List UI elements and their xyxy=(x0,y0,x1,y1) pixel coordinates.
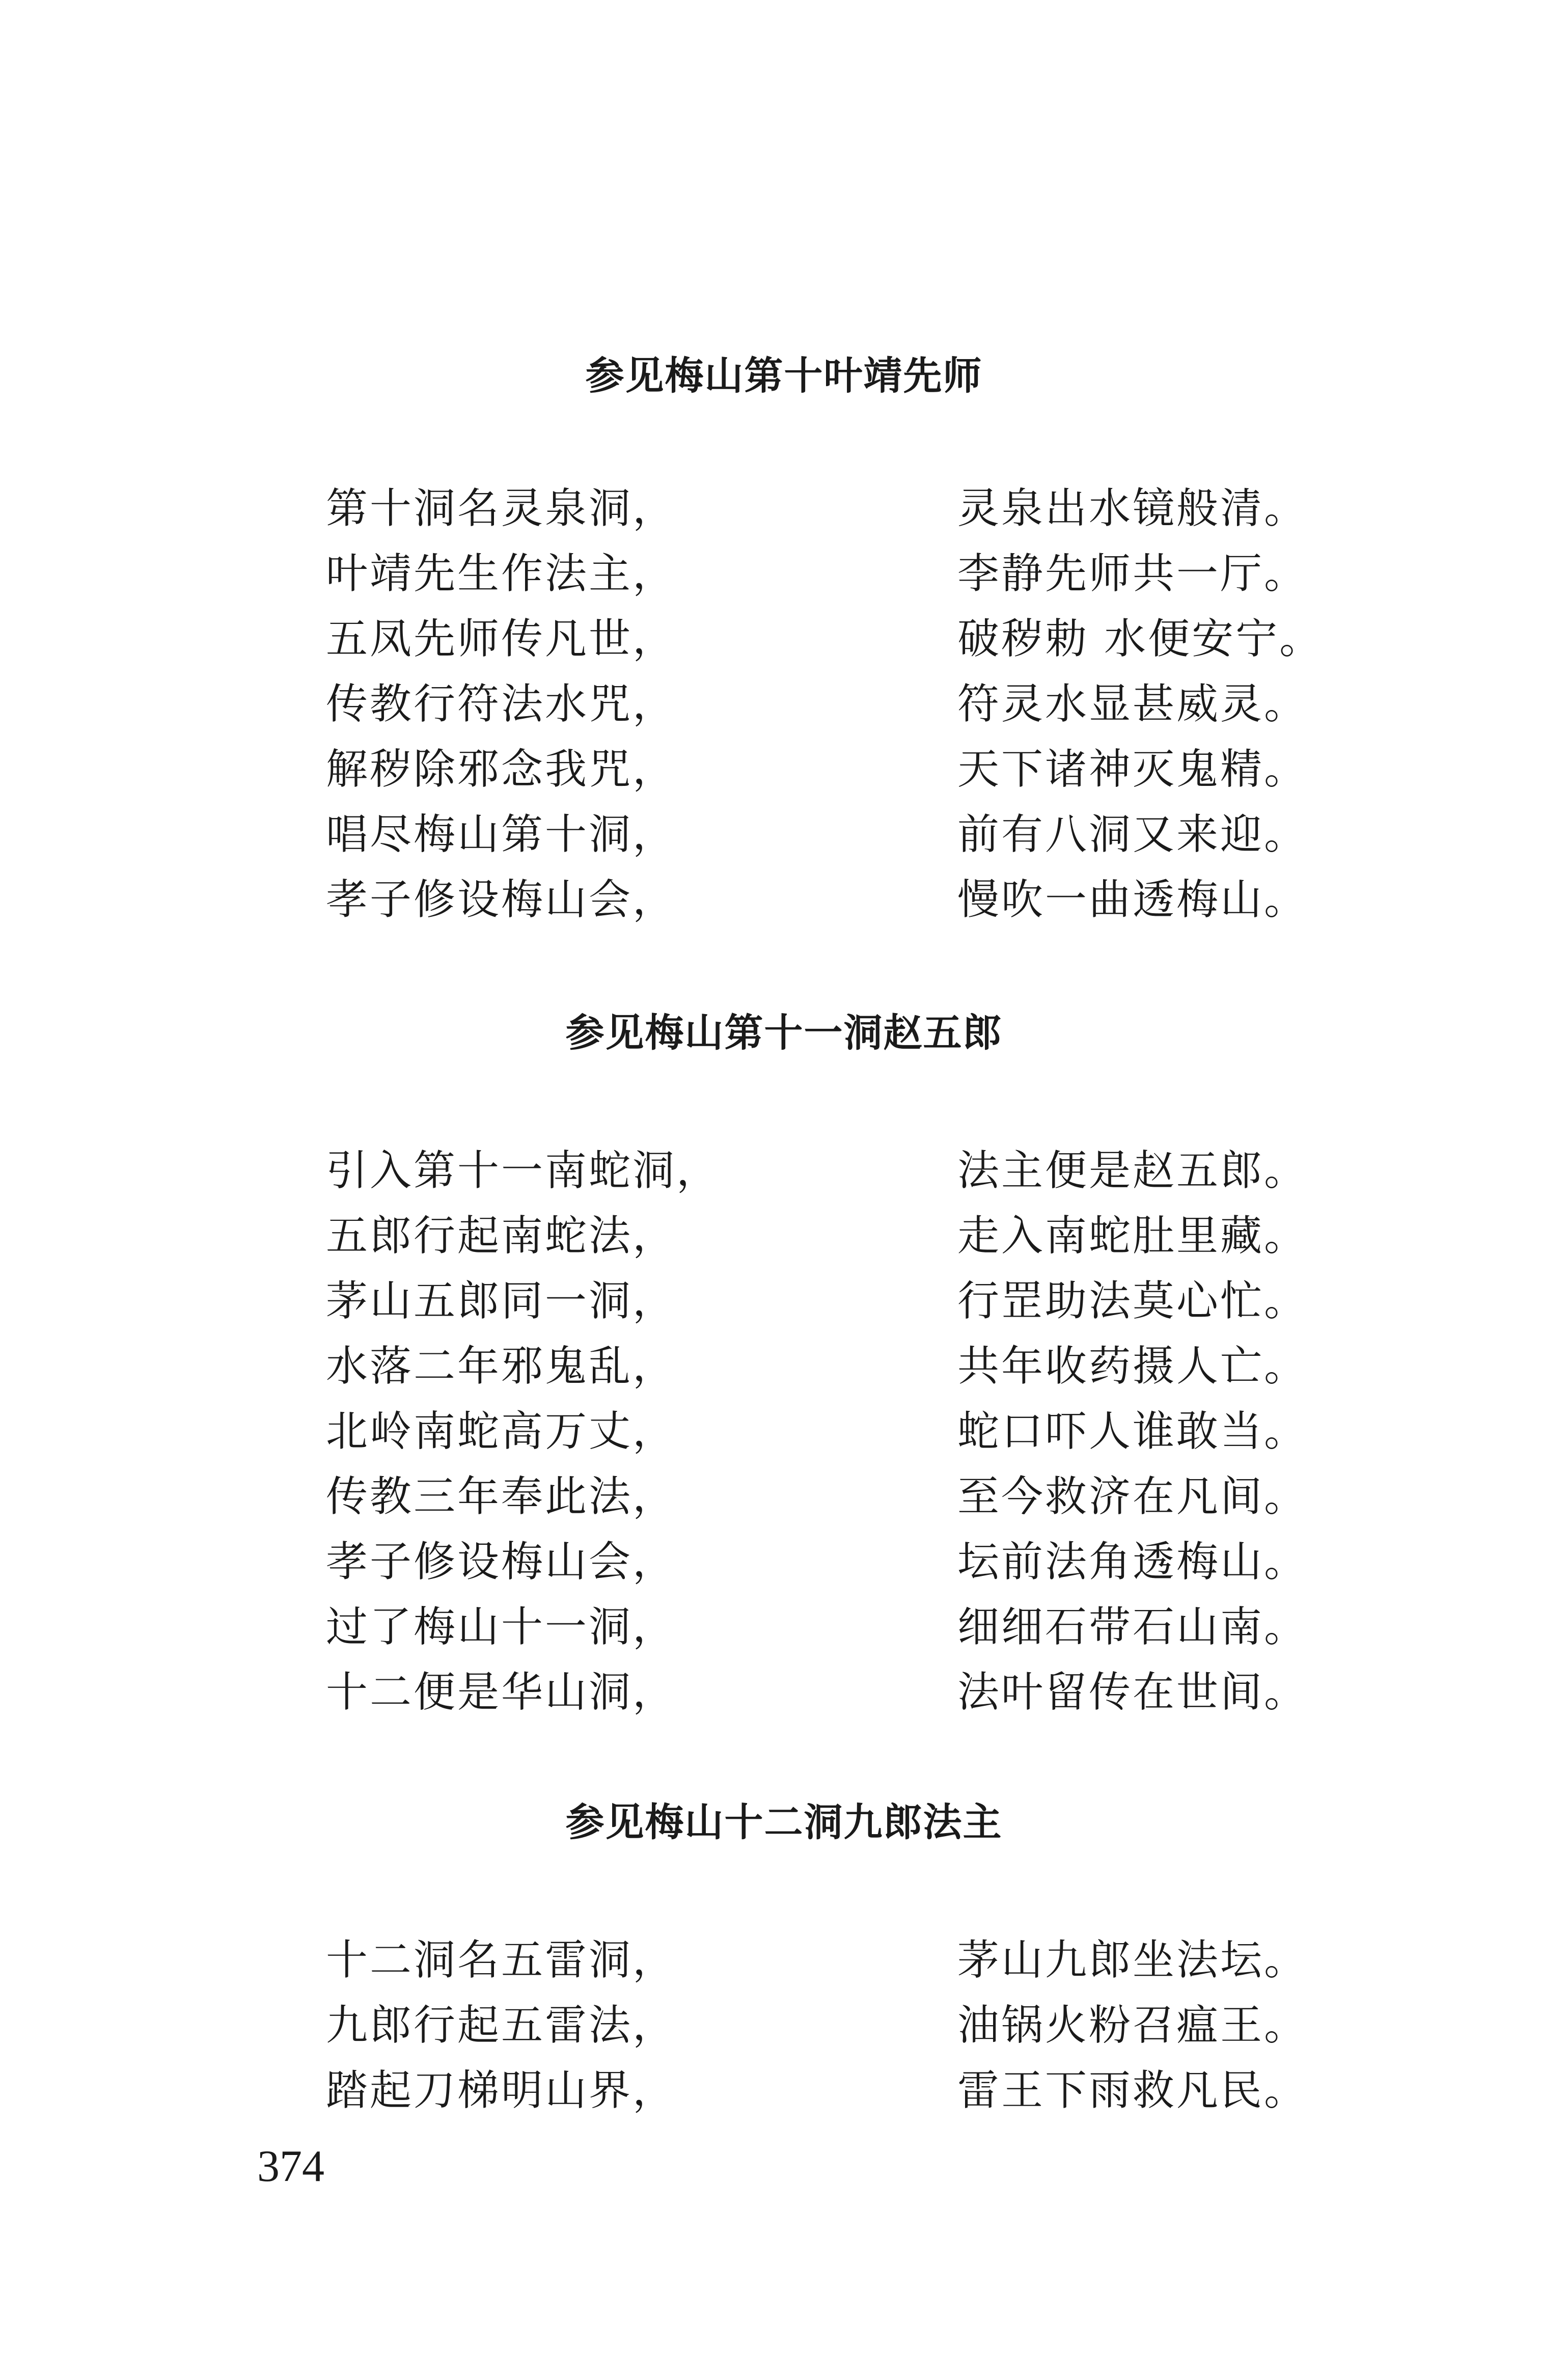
verse-right: 前有八洞又来迎。 xyxy=(957,810,1308,859)
verse-left: 踏起刀梯明山界， xyxy=(326,2066,677,2115)
verse-left: 十二便是华山洞， xyxy=(326,1668,677,1716)
verse-left: 孝子修设梅山会， xyxy=(326,876,677,924)
verse-left: 第十洞名灵泉洞， xyxy=(326,484,677,533)
verse-right: 行罡助法莫心忙。 xyxy=(957,1277,1308,1325)
verse-line xyxy=(326,1334,1308,1399)
verse-line xyxy=(326,1530,1308,1595)
verse-line xyxy=(326,867,1308,933)
verse-line xyxy=(326,1269,1308,1334)
verse-line xyxy=(326,541,1308,607)
verse-right: 坛前法角透梅山。 xyxy=(957,1538,1308,1586)
verse-left: 茅山五郎同一洞， xyxy=(326,1277,677,1325)
section-title-1: 参见梅山第十叶靖先师 xyxy=(585,353,983,398)
verse-right: 油锅火粉召瘟王。 xyxy=(957,2001,1308,2050)
verse-line xyxy=(326,672,1308,737)
verse-line xyxy=(326,607,1324,672)
verse-right: 至今救济在凡间。 xyxy=(957,1472,1308,1521)
verse-left: 五凤先师传凡世， xyxy=(326,615,677,663)
verse-line xyxy=(326,1928,1308,1993)
verse-right: 茅山九郎坐法坛。 xyxy=(957,1936,1308,1984)
section-title-3: 参见梅山十二洞九郎法主 xyxy=(565,1799,1003,1845)
verse-left: 传教行符法水咒， xyxy=(326,680,677,728)
verse-left: 传教三年奉此法， xyxy=(326,1472,677,1521)
verse-right: 灵泉出水镜般清。 xyxy=(957,484,1308,533)
verse-line xyxy=(326,2058,1308,2123)
verse-right: 符灵水显甚威灵。 xyxy=(957,680,1308,728)
verse-left: 九郎行起五雷法， xyxy=(326,2001,677,2050)
verse-line xyxy=(326,1660,1308,1725)
verse-right: 细细石带石山南。 xyxy=(957,1603,1308,1651)
verse-left: 过了梅山十一洞， xyxy=(326,1603,677,1651)
verse-left: 水落二年邪鬼乱， xyxy=(326,1342,677,1390)
verse-left: 叶靖先生作法主， xyxy=(326,550,677,598)
verse-right: 法主便是赵五郎。 xyxy=(957,1147,1308,1195)
verse-left: 解秽除邪念我咒， xyxy=(326,745,677,794)
verse-right: 雷王下雨救凡民。 xyxy=(957,2066,1308,2115)
section-title-2: 参见梅山第十一洞赵五郎 xyxy=(565,1010,1003,1055)
verse-right: 蛇口吓人谁敢当。 xyxy=(957,1407,1308,1456)
verse-right: 走入南蛇肚里藏。 xyxy=(957,1212,1308,1260)
verse-line xyxy=(326,476,1308,541)
verse-line xyxy=(326,1464,1308,1530)
verse-line xyxy=(326,1204,1308,1269)
verse-left: 孝子修设梅山会， xyxy=(326,1538,677,1586)
verse-line xyxy=(326,1138,1308,1204)
verse-line xyxy=(326,1399,1308,1464)
verse-line xyxy=(326,1993,1308,2058)
verse-line xyxy=(326,737,1308,802)
verse-block-3 xyxy=(326,1928,1308,2123)
verse-right: 慢吹一曲透梅山。 xyxy=(957,876,1308,924)
verse-line xyxy=(326,1595,1308,1660)
verse-line xyxy=(326,802,1308,867)
verse-left: 十二洞名五雷洞， xyxy=(326,1936,677,1984)
verse-block-2 xyxy=(326,1138,1308,1725)
verse-left: 北岭南蛇高万丈， xyxy=(326,1407,677,1456)
verse-right: 破秽勅 水便安宁。 xyxy=(957,615,1324,663)
verse-left: 引入第十一南蛇洞， xyxy=(326,1147,721,1195)
verse-right: 天下诸神灭鬼精。 xyxy=(957,745,1308,794)
verse-right: 李静先师共一厅。 xyxy=(957,550,1308,598)
page-number: 374 xyxy=(257,2142,324,2191)
verse-left: 五郎行起南蛇法， xyxy=(326,1212,677,1260)
verse-left: 唱尽梅山第十洞， xyxy=(326,810,677,859)
verse-right: 法叶留传在世间。 xyxy=(957,1668,1308,1716)
verse-right: 共年收药摄人亡。 xyxy=(957,1342,1308,1390)
verse-block-1 xyxy=(326,476,1324,933)
